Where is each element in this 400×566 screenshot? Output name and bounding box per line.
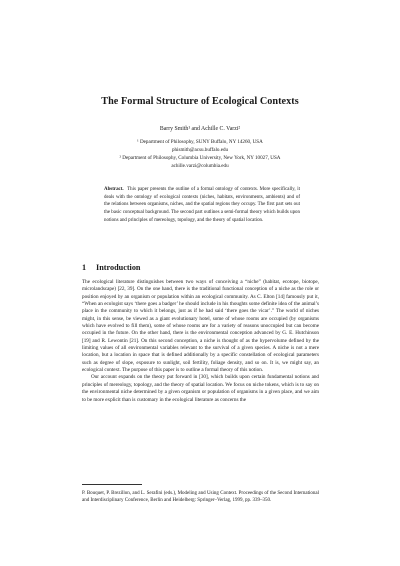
paragraph-2: Our account expands on the theory put forward in [30], which builds upon certain fundamental notions and principles of mereology, topology, and the theory of spatial location. We focus on niche tokens, which is to say on the environmental niche determined by a given organism or population of organisms in a given place, and we aim to be more explicit than is customary in the ecological literature as concerns the <box>82 374 319 403</box>
abstract <box>104 186 300 225</box>
affiliation-1 <box>0 139 400 154</box>
author-line: Barry Smith¹ and Achille C. Varzi² <box>159 126 241 132</box>
paper-title: The Formal Structure of Ecological Contexts <box>101 96 299 107</box>
affiliation-2-address: ² Department of Philosophy, Columbia University, New York, NY 10027, USA <box>119 155 281 161</box>
abstract-text: This paper presents the outline of a formal ontology of contexts. More specifically, it deals with the ontology of ecological contexts (niches, habitats, environments, ambients) and of the relations between organisms, niches, and the spatial regions they occupy. The first part sets out the basic conceptual background. The second part outlines a semi-formal theory which builds upon notions and principles of mereology, topology, and the theory of spatial location. <box>104 187 300 223</box>
affiliation-1-email: phismith@acsu.buffalo.edu <box>171 146 229 153</box>
footnote-divider <box>82 484 142 485</box>
abstract-label: Abstract. <box>104 187 124 192</box>
paragraph-1: The ecological literature distinguishes between two ways of conceiving a “niche” (habitat, ecotope, biotope, microlandscape) [22, 39]. On the one hand, there is the traditional functional conception of a niche as the role or position enjoyed by an organism or population within an ecological community. As C. Elton [14] famously put it, “When an ecologist says ‘there goes a badger’ he should include in his thoughts some definite idea of the animal’s place in the community to which it belongs, just as if he had said ‘there goes the vicar’.” The world of niches might, in this sense, be viewed as a giant evolutionary hotel, some of whose rooms are occupied (by organisms which have evolved to fill them), some of whose rooms are for a variety of reasons unoccupied but can become occupied in the future. On the other hand, there is the environmental conception advanced by G. E. Hutchinson [19] and R. Lewontin [21]. On this second conception, a niche is thought of as the hypervolume defined by the limiting values of all environmental variables relevant to the survival of a given species. A niche is not a mere location, but a location in space that is defined additionally by a specific constellation of ecological parameters such as degree of slope, exposure to sunlight, soil fertility, foliage density, and so on. It is, we might say, an ecological context. The purpose of this paper is to outline a formal theory of this notion. <box>82 279 319 374</box>
body-text <box>82 279 319 404</box>
affiliation-1-address: ¹ Department of Philosophy, SUNY Buffalo, NY 14260, USA <box>137 139 263 145</box>
affiliation-2-email: achille.varzi@columbia.edu <box>171 162 229 169</box>
section-title: Introduction <box>96 263 141 272</box>
section-heading <box>82 263 140 272</box>
affiliation-2 <box>0 155 400 170</box>
footnote: P. Bouquet, P. Brezillon, and L. Serafini (eds.), Modeling and Using Context. Proceedings of the Second International and Interdisciplinary Conference, Berlin and Heidelberg: Springer–Verlag, 1999, pp. 339–350. <box>82 491 319 504</box>
section-number: 1 <box>82 263 87 272</box>
